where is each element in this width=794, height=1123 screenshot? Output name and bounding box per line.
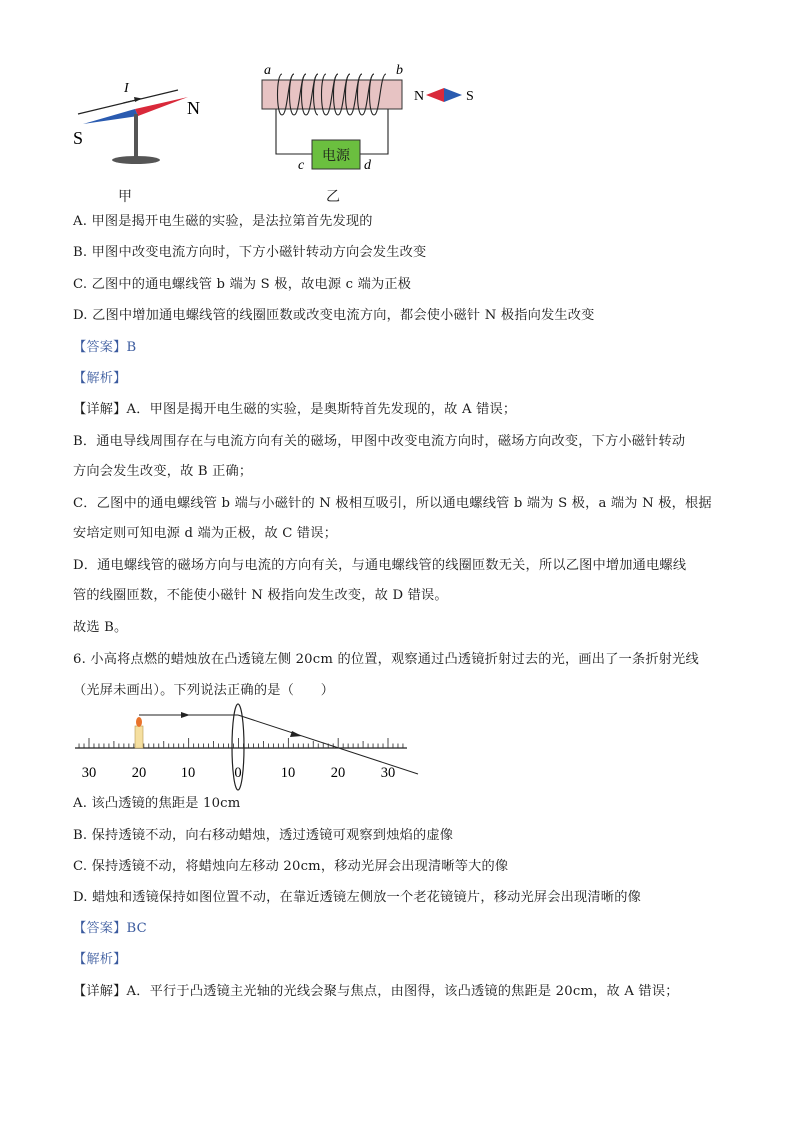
terminal-c-label: c [298, 158, 305, 173]
candle-body [135, 726, 143, 748]
q5-option-d: D. 乙图中增加通电螺线管的线圈匝数或改变电流方向，都会使小磁针 N 极指向发生改变 [73, 308, 595, 323]
incident-ray-arrow [181, 712, 190, 718]
q5-analysis-line: C．乙图中的通电螺线管 b 端与小磁针的 N 极相互吸引，所以通电螺线管 b 端为 S 极，a 端为 N 极，根据 [73, 496, 712, 511]
q5-analysis-line: D．通电螺线管的磁场方向与电流的方向有关，与通电螺线管的线圈匝数无关，所以乙图中增加通电螺线 [73, 558, 687, 573]
figure-yi-caption: 乙 [326, 189, 340, 205]
power-source-label: 电源 [322, 149, 350, 164]
circuit-wire-left [276, 109, 312, 154]
circuit-wire-right [360, 109, 388, 154]
small-needle-north-label: N [414, 89, 425, 104]
ruler-label: 20 [131, 765, 147, 781]
q5-analysis-line: 【详解】A．甲图是揭开电生磁的实验，是奥斯特首先发现的，故 A 错误； [73, 402, 517, 417]
q5-option-c: C. 乙图中的通电螺线管 b 端为 S 极，故电源 c 端为正极 [73, 277, 412, 292]
terminal-d-label: d [364, 158, 371, 173]
candle-flame [136, 717, 142, 727]
q6-option-c: C. 保持透镜不动，将蜡烛向左移动 20cm，移动光屏会出现清晰等大的像 [73, 859, 509, 874]
needle-stand-post [134, 114, 138, 158]
needle-south-label: S [73, 128, 84, 148]
figure-lens-ruler [70, 704, 430, 784]
small-needle-north-half [426, 88, 444, 102]
ruler-label: 30 [81, 765, 97, 781]
needle-north-half [135, 97, 188, 116]
q6-analysis-title: 【解析】 [73, 952, 127, 967]
small-needle-south-label: S [466, 89, 474, 104]
q5-analysis-line: 安培定则可知电源 d 端为正极，故 C 错误； [73, 526, 338, 541]
q6-option-b: B. 保持透镜不动，向右移动蜡烛，透过透镜可观察到烛焰的虚像 [73, 828, 454, 843]
figure-jia [68, 72, 218, 192]
q6-option-a: A. 该凸透镜的焦距是 10cm [73, 796, 241, 811]
current-label: I [124, 81, 129, 96]
q5-answer: 【答案】B [73, 340, 137, 355]
q6-answer: 【答案】BC [73, 921, 147, 936]
ruler-label: 20 [330, 765, 346, 781]
q6-stem-line: 6. 小高将点燃的蜡烛放在凸透镜左侧 20cm 的位置，观察通过凸透镜折射过去的光，画出了一条折射光线 [73, 652, 699, 667]
small-needle-south-half [444, 88, 462, 102]
end-a-label: a [264, 63, 271, 78]
ruler-labels [82, 765, 396, 781]
q5-analysis-line: 方向会发生改变，故 B 正确； [73, 464, 253, 479]
q5-analysis-line: B．通电导线周围存在与电流方向有关的磁场，甲图中改变电流方向时，磁场方向改变，下方小磁针转动 [73, 434, 686, 449]
needle-stand-base [112, 156, 160, 164]
q5-analysis-line: 管的线圈匝数，不能使小磁针 N 极指向发生改变，故 D 错误。 [73, 588, 448, 603]
q6-analysis-line: 【详解】A．平行于凸透镜主光轴的光线会聚与焦点，由图得，该凸透镜的焦距是 20cm，故 A 错误； [73, 984, 679, 999]
q5-conclusion: 故选 B。 [73, 620, 128, 635]
ruler-label: 0 [234, 765, 242, 781]
ruler-ticks [79, 738, 403, 748]
q5-option-a: A. 甲图是揭开电生磁的实验，是法拉第首先发现的 [73, 214, 373, 229]
q5-option-b: B. 甲图中改变电流方向时，下方小磁针转动方向会发生改变 [73, 245, 427, 260]
q5-analysis-title: 【解析】 [73, 371, 127, 386]
figure-jia-caption: 甲 [118, 189, 132, 205]
needle-north-label: N [187, 98, 200, 118]
end-b-label: b [396, 63, 403, 78]
ruler-label: 30 [380, 765, 396, 781]
ruler-label: 10 [180, 765, 196, 781]
ruler-label: 10 [280, 765, 296, 781]
q6-stem-line: （光屏未画出）。下列说法正确的是（ ） [73, 683, 335, 698]
q6-option-d: D. 蜡烛和透镜保持如图位置不动，在靠近透镜左侧放一个老花镜镜片，移动光屏会出现清晰的像 [73, 890, 641, 905]
figure-yi [260, 62, 490, 182]
refracted-ray-arrow [290, 731, 302, 737]
